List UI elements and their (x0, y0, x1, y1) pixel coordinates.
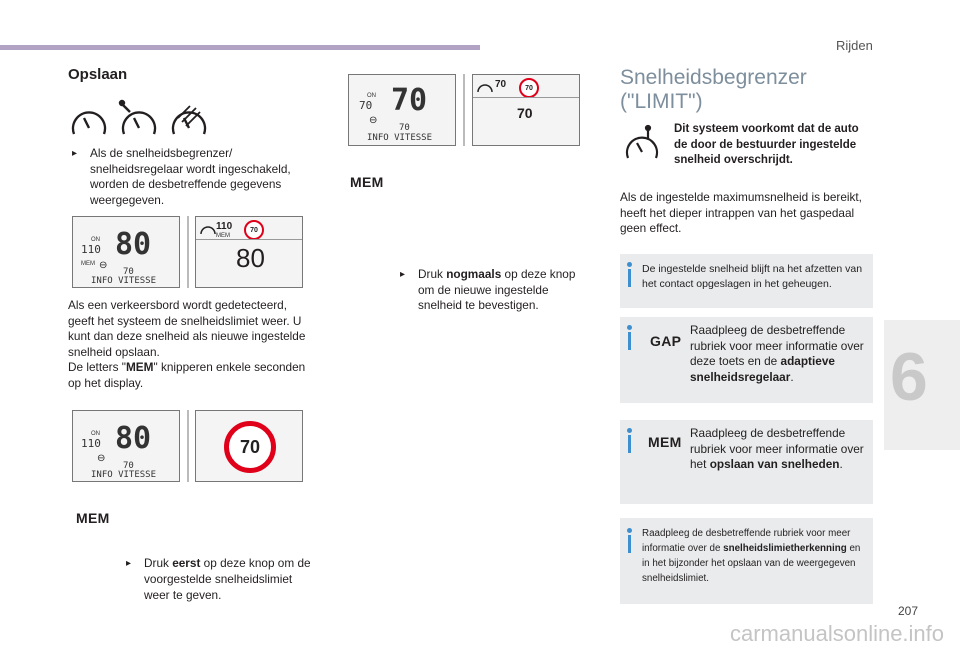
info-box-gap: GAP Raadpleeg de desbetreffende rubriek voor meer informatie over deze toets en de adaptieve snelheidsregelaar. (620, 317, 873, 403)
speed-sign-small: 70 (519, 78, 539, 98)
display-4 (195, 410, 303, 482)
section-label: Rijden (836, 38, 873, 53)
step-press-again: ▸ Druk nogmaals op deze knop om de nieuwe ingestelde snelheid te bevestigen. (400, 267, 576, 313)
speedometer-mini-icon (477, 81, 493, 93)
step-press-first: ▸ Druk eerst op deze knop om de voorgestelde snelheidslimiet weer te geven. (126, 556, 311, 602)
speedometer-set-icon (624, 124, 664, 162)
page-number: 207 (898, 604, 919, 618)
speed-sign-small: 70 (244, 220, 264, 240)
speedometer-set-icon (120, 101, 155, 134)
info-icon (627, 528, 632, 533)
limiter-intro: Dit systeem voorkomt dat de auto de door de bestuurder ingestelde snelheid overschrijdt. (674, 123, 859, 167)
chapter-number: 6 (890, 339, 928, 415)
speedometer-mini-icon (200, 223, 216, 235)
display-5: ON 70 ⊖ 70 70 INFO VITESSE (348, 74, 456, 146)
section-title-save: Opslaan (68, 66, 128, 83)
speed-sign-large: 70 (224, 421, 276, 473)
bullet-arrow-icon: ▸ (72, 148, 78, 159)
speedometer-icons (70, 98, 210, 140)
display-separator (187, 216, 189, 288)
minus-icon: ⊖ (369, 115, 378, 126)
info-box-mem: MEM Raadpleeg de desbetreffende rubriek voor meer informatie over het opslaan van snelheden. (620, 420, 873, 504)
speedometer-limit-icon (173, 106, 205, 134)
info-icon (627, 262, 632, 267)
display-6: 70 70 70 (472, 74, 580, 146)
info-box-memory: De ingestelde snelheid blijft na het afzetten van het contact opgeslagen in het geheugen. (620, 254, 873, 308)
gap-button: GAP (650, 333, 682, 349)
speedometer-icon (73, 112, 105, 134)
minus-icon: ⊖ (97, 453, 106, 464)
section-title-limiter: Snelheidsbegrenzer ("LIMIT") (620, 66, 807, 113)
display-separator (463, 74, 465, 146)
limiter-paragraph: Als de ingestelde maximumsnelheid is bereikt, heeft het dieper intrappen van het gaspedaal geen effect. (620, 190, 862, 236)
mem-button: MEM (350, 174, 384, 190)
paragraph-sign-detection: Als een verkeersbord wordt gedetecteerd, geeft het systeem de snelheidslimiet weer. U kunt dan deze snelheid als nieuwe ingestelde snelheid opslaan. De letters "MEM" knipperen enkele seconden op het display. (68, 298, 306, 390)
header-bar (0, 45, 480, 50)
mem-button: MEM (76, 510, 110, 526)
display-1: ON 110 MEM ⊖ 80 70 INFO VITESSE (72, 216, 180, 288)
info-icon (627, 325, 632, 330)
info-icon (627, 428, 632, 433)
info-box-sign-recognition: Raadpleeg de desbetreffende rubriek voor meer informatie over de snelheidslimietherkenning en in het bijzonder het opslaan van de weergegeven snelheidslimiet. (620, 518, 873, 604)
minus-icon: ⊖ (99, 260, 108, 271)
bullet-arrow-icon: ▸ (400, 269, 406, 281)
display-2: 110 MEM 70 80 (195, 216, 303, 288)
display-separator (187, 410, 189, 482)
watermark: carmanualsonline.info (730, 621, 945, 646)
bullet-activation: ▸ Als de snelheidsbegrenzer/ snelheidsregelaar wordt ingeschakeld, worden de desbetreffende gegevens weergegeven. (72, 146, 291, 207)
display-3: ON 110 ⊖ 80 70 INFO VITESSE (72, 410, 180, 482)
mem-button: MEM (648, 434, 682, 450)
bullet-arrow-icon: ▸ (126, 558, 132, 570)
